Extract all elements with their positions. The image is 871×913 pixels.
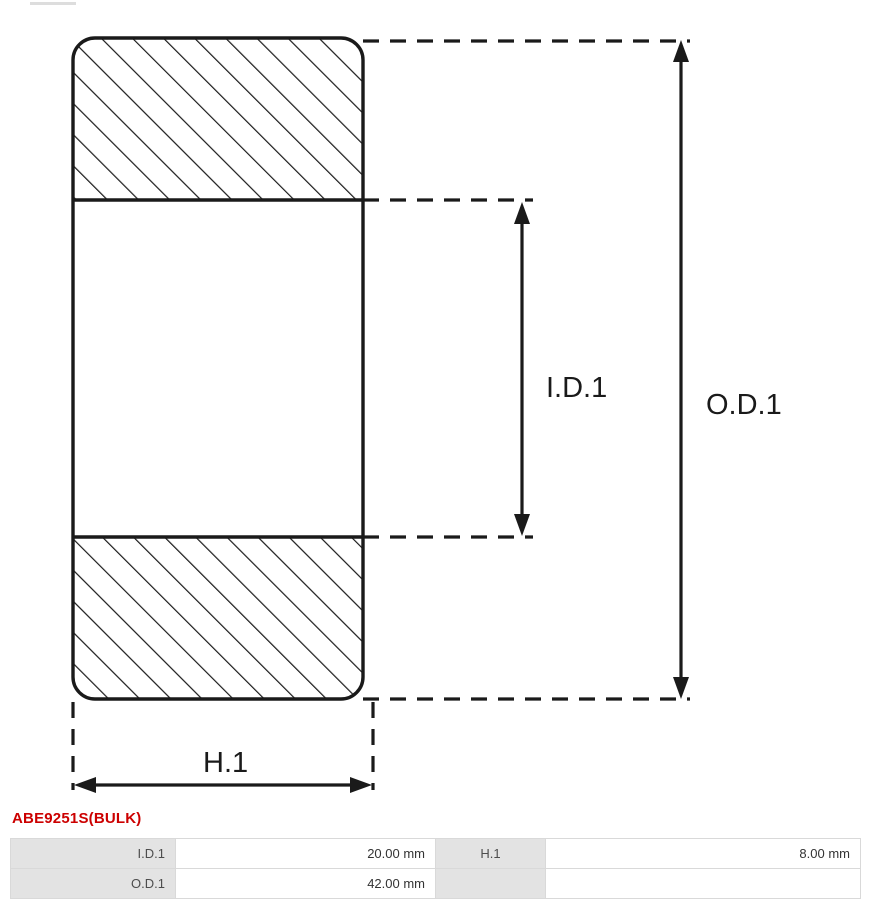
spec-label-id1: I.D.1 (11, 839, 176, 869)
od1-label: O.D.1 (706, 389, 782, 421)
id1-dimension-line (514, 202, 530, 536)
spec-label-od1: O.D.1 (11, 869, 176, 899)
part-number: ABE9251S(BULK) (12, 810, 142, 827)
id1-label: I.D.1 (546, 372, 608, 404)
spec-value-od1: 42.00 mm (176, 869, 436, 899)
spec-value-h1: 8.00 mm (546, 839, 861, 869)
spec-label-empty (436, 869, 546, 899)
upper-ring-hatch (73, 38, 363, 200)
lower-ring-hatch (73, 537, 363, 699)
table-row (11, 839, 861, 869)
od1-dimension-line (673, 40, 689, 699)
spec-value-id1: 20.00 mm (176, 839, 436, 869)
spec-value-empty (546, 869, 861, 899)
specifications-table (10, 838, 861, 899)
table-row (11, 869, 861, 899)
h1-label: H.1 (203, 747, 249, 779)
spec-label-h1: H.1 (436, 839, 546, 869)
h1-dimension-line (74, 777, 372, 793)
